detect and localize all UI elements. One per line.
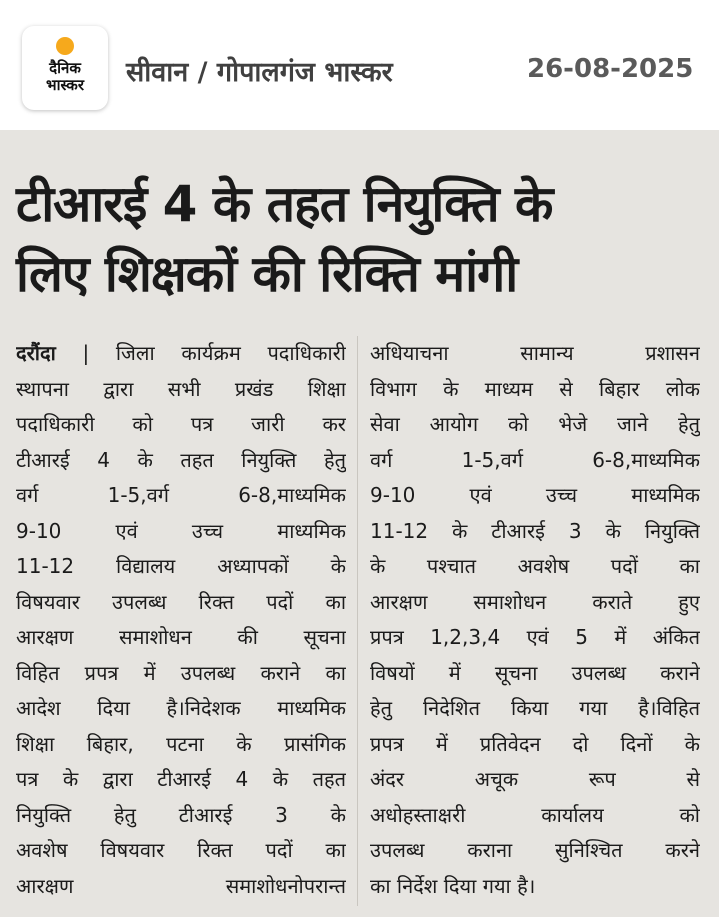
article-line: आरक्षण समाशोधनोपरान्त xyxy=(16,873,346,898)
article-line: उपलब्ध कराना सुनिश्चित करने xyxy=(370,838,700,862)
article-line: के पश्चात अवशेष पदों का xyxy=(370,554,700,578)
dateline: दरौंदा xyxy=(16,341,56,365)
article-line: टीआरई 4 के तहत नियुक्ति हेतु xyxy=(16,447,346,472)
article-line: पदाधिकारी को पत्र जारी कर xyxy=(16,412,346,436)
article-line: अधोहस्ताक्षरी कार्यालय को xyxy=(370,802,700,827)
article-line: नियुक्ति हेतु टीआरई 3 के xyxy=(16,802,346,827)
article-line: 9-10 एवं उच्च माध्यमिक xyxy=(370,483,700,507)
article-line: स्थापना द्वारा सभी प्रखंड शिक्षा xyxy=(16,376,346,401)
article-line: आरक्षण समाशोधन की सूचना xyxy=(16,625,346,649)
article-line: 11-12 के टीआरई 3 के नियुक्ति xyxy=(370,518,700,543)
logo-text-line1: दैनिक xyxy=(49,59,81,77)
article-line: आदेश दिया है।निदेशक माध्यमिक xyxy=(16,696,346,720)
headline-line-2: लिए शिक्षकों की रिक्ति मांगी xyxy=(16,245,518,303)
article-line: प्रपत्र में प्रतिवेदन दो दिनों के xyxy=(370,731,700,756)
article-line: अंदर अचूक रूप से xyxy=(370,767,700,791)
publication-date: 26-08-2025 xyxy=(527,54,694,84)
article-line: अवशेष विषयवार रिक्त पदों का xyxy=(16,838,346,862)
article-line: 11-12 विद्यालय अध्यापकों के xyxy=(16,554,346,578)
article-line: पत्र के द्वारा टीआरई 4 के तहत xyxy=(16,767,346,791)
logo-text xyxy=(22,60,108,94)
article-line: वर्ग 1-5,वर्ग 6-8,माध्यमिक xyxy=(370,447,700,472)
article-line: वर्ग 1-5,वर्ग 6-8,माध्यमिक xyxy=(16,483,346,507)
right-column-lines xyxy=(370,336,700,904)
article-line: विभाग के माध्यम से बिहार लोक xyxy=(370,376,700,401)
left-column-lines xyxy=(16,372,346,905)
column-divider xyxy=(357,336,358,906)
article-line: का निर्देश दिया गया है। xyxy=(370,873,536,898)
first-line xyxy=(16,336,346,372)
article-line: सेवा आयोग को भेजे जाने हेतु xyxy=(370,412,700,436)
article-line: विषयवार उपलब्ध रिक्त पदों का xyxy=(16,589,346,614)
dainik-bhaskar-logo xyxy=(22,26,108,110)
article-line: विहित प्रपत्र में उपलब्ध कराने का xyxy=(16,660,346,685)
article-column-right xyxy=(370,336,700,904)
article-line: 9-10 एवं उच्च माध्यमिक xyxy=(16,518,346,543)
article-column-left xyxy=(16,336,346,904)
article-line: शिक्षा बिहार, पटना के प्रासंगिक xyxy=(16,731,346,756)
article-line: आरक्षण समाशोधन कराते हुए xyxy=(370,589,700,614)
sun-icon xyxy=(56,37,74,55)
article-line: अधियाचना सामान्य प्रशासन xyxy=(370,341,700,365)
first-line-text: | जिला कार्यक्रम पदाधिकारी xyxy=(55,341,346,365)
newspaper-header xyxy=(0,0,719,130)
edition-name: सीवान / गोपालगंज भास्कर xyxy=(126,57,393,88)
article-line: विषयों में सूचना उपलब्ध कराने xyxy=(370,660,700,685)
logo-text-line2: भास्कर xyxy=(46,76,84,94)
article-line: हेतु निदेशित किया गया है।विहित xyxy=(370,696,700,720)
article-line: प्रपत्र 1,2,3,4 एवं 5 में अंकित xyxy=(370,625,700,649)
news-clipping xyxy=(0,130,719,917)
headline-line-1: टीआरई 4 के तहत नियुक्ति के xyxy=(16,175,553,233)
